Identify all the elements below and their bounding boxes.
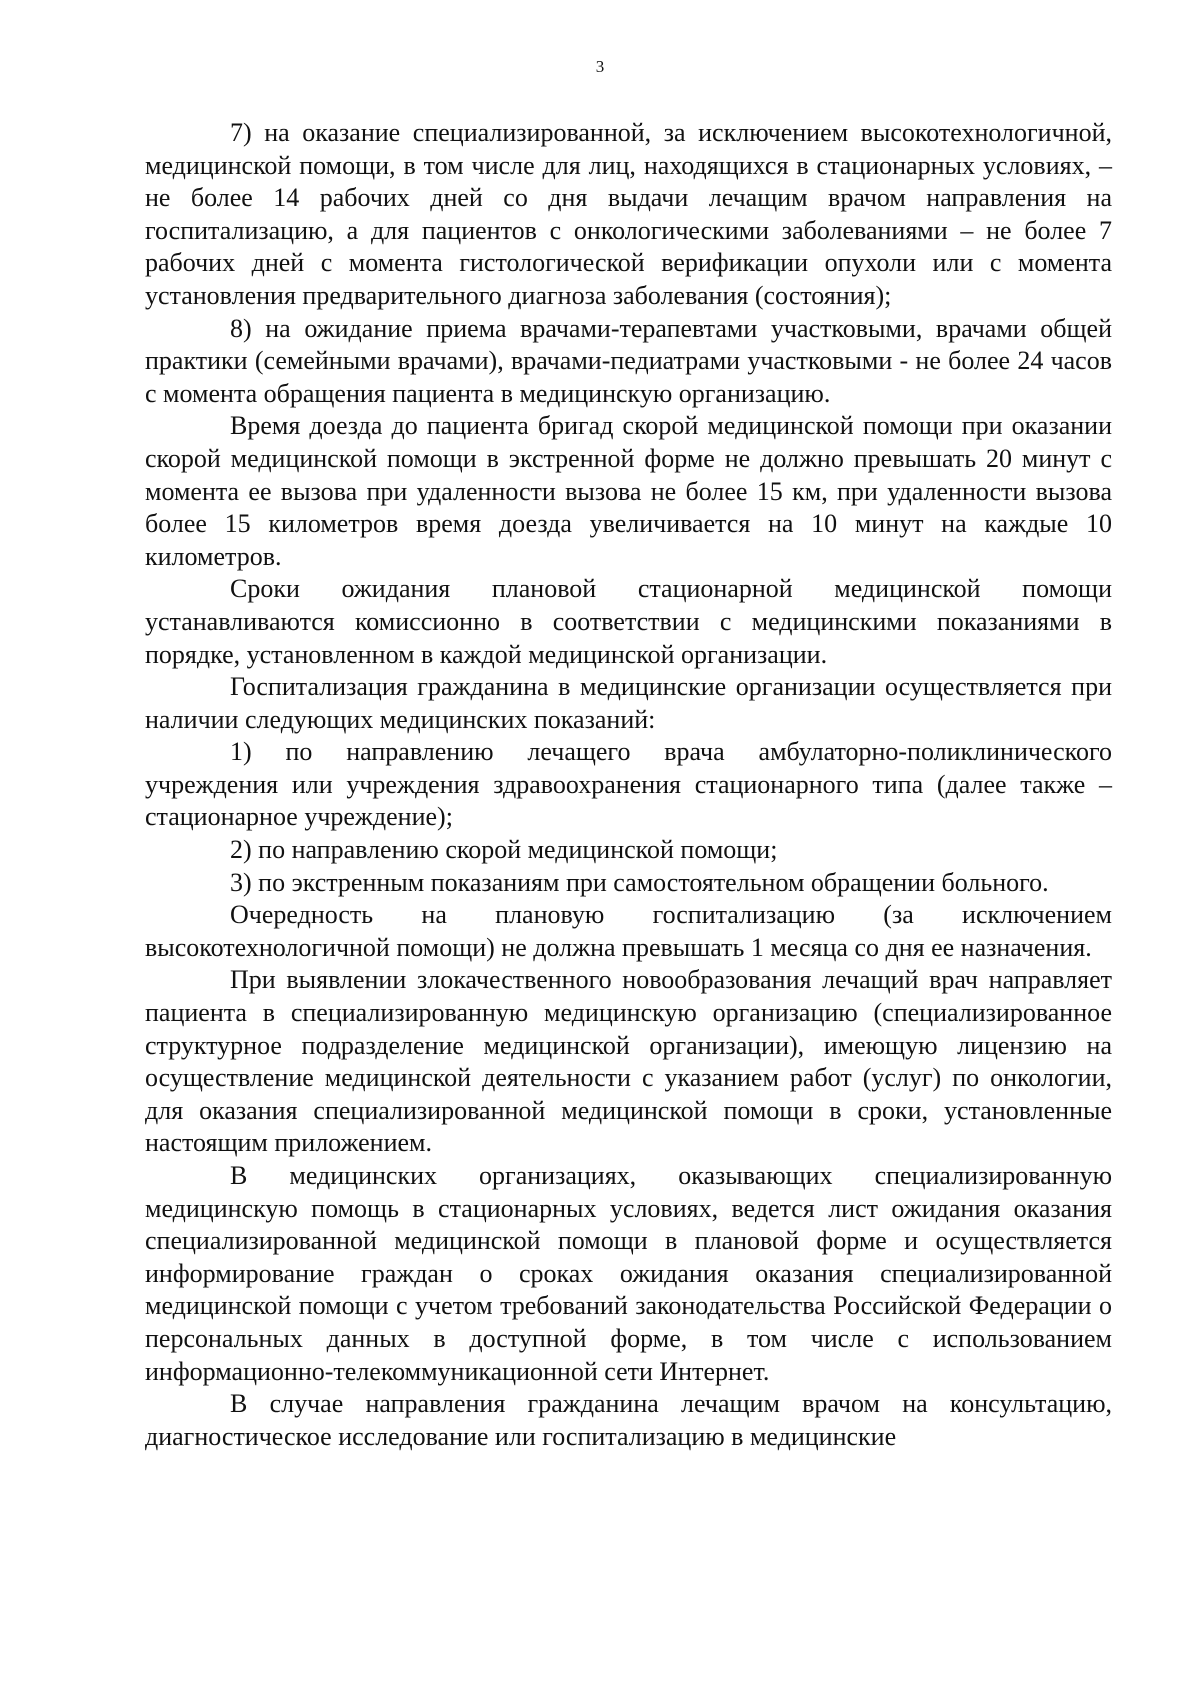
page-number: 3	[595, 57, 605, 76]
paragraph-indication-2: 2) по направлению скорой медицинской помощи;	[230, 835, 778, 865]
paragraph-indication-1: 1) по направлению лечащего врача амбулаторно-поликлинического учреждения или учреждения здравоохранения стационарного типа (далее также – стационарное учреждение);	[145, 737, 1112, 832]
paragraph-ambulance-travel-time: Время доезда до пациента бригад скорой медицинской помощи при оказании скорой медицинской помощи в экстренной форме не должно превышать 20 минут с момента ее вызова при удаленности вызова не более 15 км, при удаленности вызова более 15 километров время доезда увеличивается на 10 минут на каждые 10 километров.	[145, 411, 1112, 571]
paragraph-indication-3: 3) по экстренным показаниям при самостоятельном обращении больного.	[230, 867, 1049, 897]
paragraph-oncology-referral: При выявлении злокачественного новообразования лечащий врач направляет пациента в специализированную медицинскую организацию (специализированное структурное подразделение медицинской организации), имеющую лицензию на осуществление медицинской деятельности с указанием работ (услуг) по онкологии, для оказания специализированной медицинской помощи в сроки, установленные настоящим приложением.	[145, 965, 1112, 1158]
paragraph-waiting-list: В медицинских организациях, оказывающих специализированную медицинскую помощь в стационарных условиях, ведется лист ожидания оказания специализированной медицинской помощи в плановой форме и осуществляется информирование граждан о сроках ожидания оказания специализированной медицинской помощи с учетом требований законодательства Российской Федерации о персональных данных в доступной форме, в том числе с использованием информационно-телекоммуникационной сети Интернет.	[145, 1161, 1112, 1386]
paragraph-item-8: 8) на ожидание приема врачами-терапевтами участковыми, врачами общей практики (семейными врачами), врачами-педиатрами участковыми - не более 24 часов с момента обращения пациента в медицинскую организацию.	[145, 313, 1112, 408]
paragraph-planned-hospitalization-queue: Очередность на плановую госпитализацию (за исключением высокотехнологичной помощи) не должна превышать 1 месяца со дня ее назначения.	[145, 900, 1112, 962]
paragraph-hospitalization-indications: Госпитализация гражданина в медицинские организации осуществляется при наличии следующих медицинских показаний:	[145, 672, 1112, 734]
paragraph-item-7: 7) на оказание специализированной, за исключением высокотехнологичной, медицинской помощи, в том числе для лиц, находящихся в стационарных условиях, – не более 14 рабочих дней со дня выдачи лечащим врачом направления на госпитализацию, а для пациентов с онкологическими заболеваниями – не более 7 рабочих дней с момента гистологической верификации опухоли или с момента установления предварительного диагноза заболевания (состояния);	[145, 118, 1112, 310]
document-body	[145, 117, 1112, 1453]
paragraph-referral-cases: В случае направления гражданина лечащим врачом на консультацию, диагностическое исследование или госпитализацию в медицинские	[145, 1389, 1112, 1451]
paragraph-planned-care-waiting: Сроки ожидания плановой стационарной медицинской помощи устанавливаются комиссионно в соответствии с медицинскими показаниями в порядке, установленном в каждой медицинской организации.	[145, 574, 1112, 669]
